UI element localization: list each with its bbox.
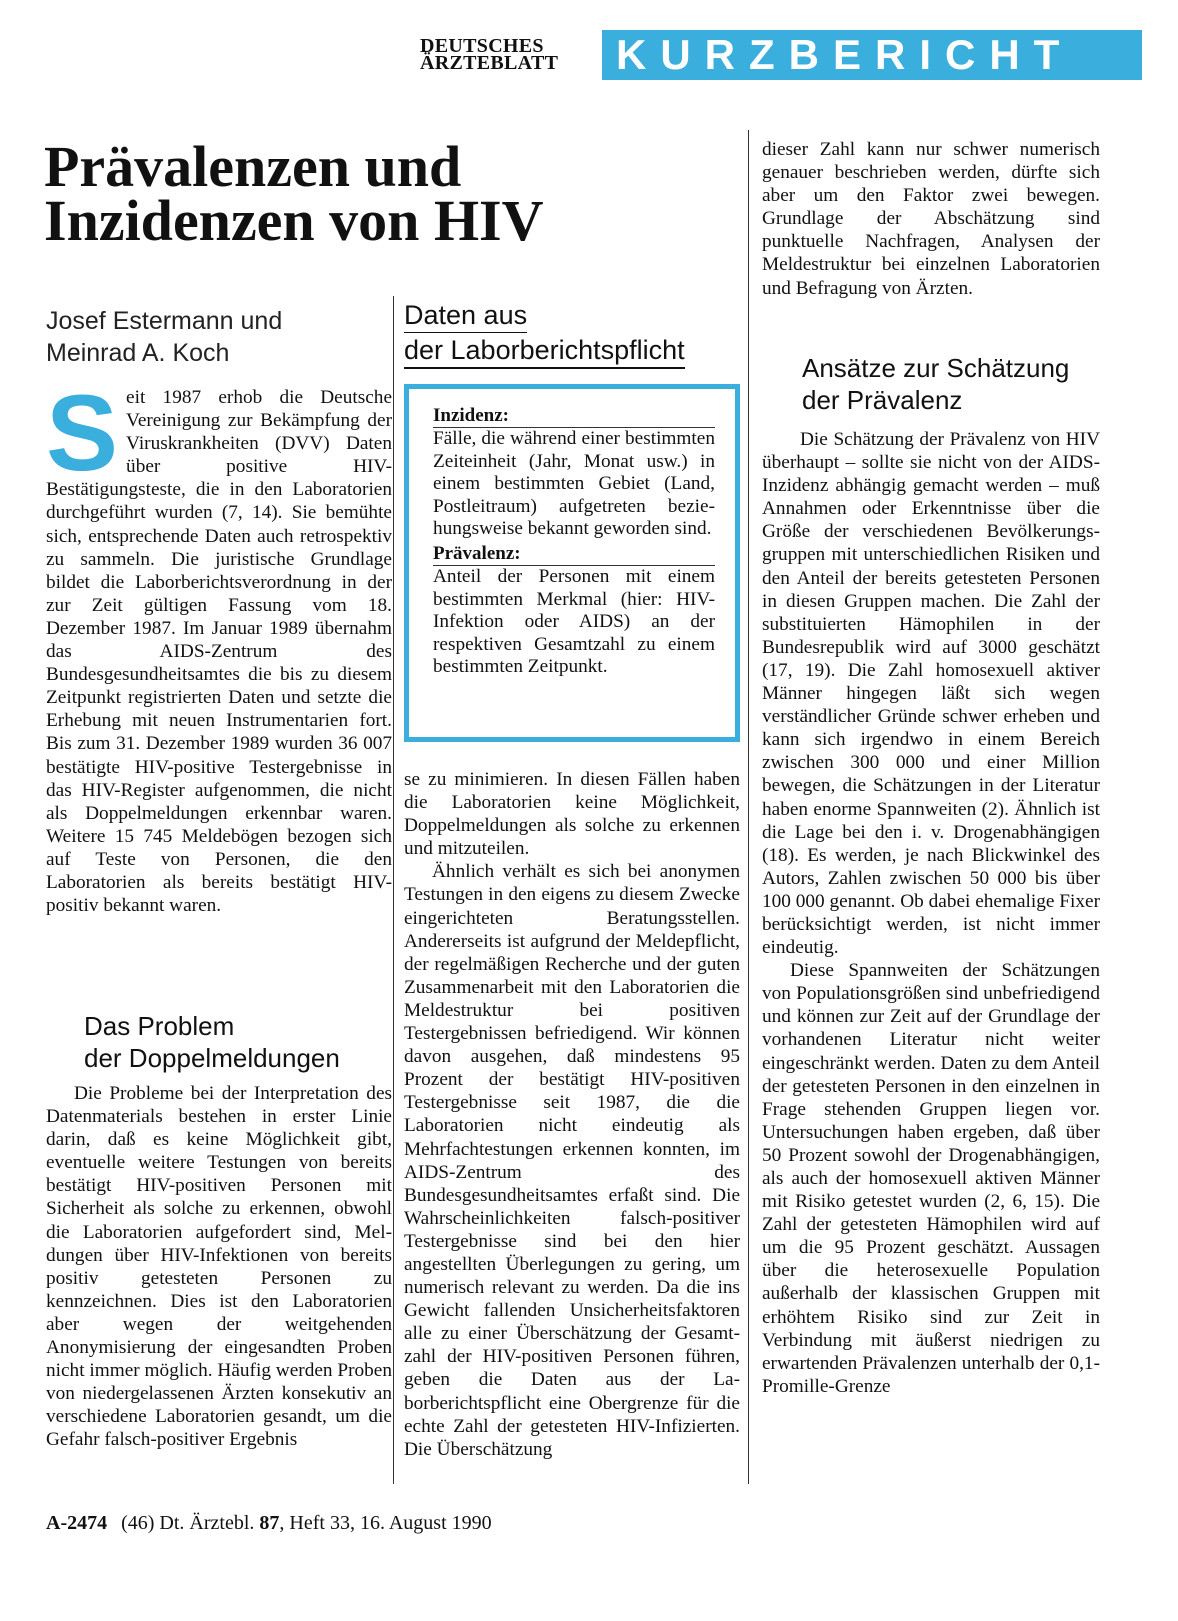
author-line1: Josef Estermann und: [46, 307, 283, 335]
column-divider-2: [748, 130, 749, 1484]
article-title: [44, 134, 684, 253]
body-paragraph: Ähnlich verhält es sich bei anonymen Testungen in den eigens zu diesem Zwecke eingerichteten Beratungsstellen. Andererseits ist aufgrund der Meldepflicht, der regelmäßigen Recherche und der guten Zusammenarbeit mit den Laboratorien die Meldestruktur bei positiven Testergebnissen befriedigend. Wir können davon ausgehen, daß mindestens 95 Prozent der bestätigt HIV-positiven Testergebnisse seit 1987, die die Laboratorien nicht eindeutig als Mehrfachtestungen erkennen konnten, im AIDS-Zentrum des Bundesgesundheitsamtes erfaßt sind. Die Wahrscheinlichkeiten falsch-positiver Testergebnisse sind bei den hier angestellten Überlegungen zu gering, um numerisch relevant zu werden. Da die ins Gewicht fallenden Unsicherheitsfaktoren alle zu einer Überschätzung der Gesamtzahl der HIV-positiven Personen führen, geben die Daten aus der Laborberichtspflicht eine Obergrenze für die echte Zahl der getesteten HIV-Infizierten. Die Überschätzung: [404, 861, 740, 1460]
heading-line2: der Laborberichtspflicht: [404, 333, 685, 369]
definition-term-praevalenz: Prävalenz:: [433, 543, 715, 566]
citation-suffix: , Heft 33, 16. August 1990: [279, 1512, 492, 1534]
author-line2: Meinrad A. Koch: [46, 339, 230, 367]
authors: [46, 305, 366, 369]
heading-line2: der Doppelmeldungen: [84, 1043, 340, 1073]
body-paragraph: Die Schätzung der Prävalenz von HIV überhaupt – sollte sie nicht von der AIDS-Inzidenz abhängig gemacht werden – muß Annahmen oder Erkenntnisse über die Größe der verschiedenen Bevölkerungsgruppen mit unterschiedlichen Risiken und den Anteil der bereits getesteten Personen in diesen Gruppen machen. Die Zahl der substituierten Hämophilen in der Bundesrepublik wird auf 3000 geschätzt (17, 19). Die Zahl homosexuell aktiver Männer hingegen läßt sich wegen verständlicher Gründe schwer erheben und kann sich irgendwo in einem Bereich zwischen 300 000 und einer Million bewegen, die Schätzungen in der Literatur haben enorme Spannweiten (2). Ähnlich ist die Lage bei den i. v. Drogenabhängigen (18). Es werden, je nach Blickwinkel des Autors, Zahlen zwischen 50 000 bis über 100 000 genannt. Ob dabei ehemalige Fixer berücksichtigt werden, ist nicht immer eindeutig.: [762, 429, 1100, 959]
body-paragraph: dieser Zahl kann nur schwer numerisch genauer beschrieben werden, dürfte sich aber um den Faktor zwei bewegen. Grundlage der Abschätzung sind punktuelle Nachfragen, Analysen der Meldestruktur bei einzelnen Laboratorien und Befragung von Ärzten.: [762, 139, 1100, 299]
definition-box: [404, 384, 740, 742]
section-heading-laborberichtspflicht: [404, 298, 744, 369]
title-line1: Prävalenzen und: [44, 134, 462, 199]
body-paragraph: se zu minimieren. In diesen Fällen haben die Laboratorien keine Möglichkeit, Doppelmeldungen als solche zu erkennen und mitzuteilen.: [404, 769, 740, 860]
title-line2: Inzidenzen von HIV: [44, 188, 544, 253]
definition-text-praevalenz: Anteil der Personen mit einem bestimmten Merkmal (hier: HIV-Infektion oder AIDS) an der respektiven Gesamtzahl zu einem bestimmten Zeitpunkt.: [433, 565, 715, 678]
heading-line1: Das Problem: [84, 1011, 235, 1041]
column-divider-1: [393, 296, 394, 1484]
citation-volume: 87: [259, 1512, 280, 1534]
heading-line2: der Prävalenz: [802, 385, 963, 415]
intro-paragraph: eit 1987 erhob die Deutsche Vereinigung zur Bekämpfung der Viruskrankheiten (DVV) Daten über positive HIV-Bestätigungsteste, die in den Laboratorien durchgeführt wurden (7, 14). Sie bemühte sich, entsprechende Daten auch retrospektiv zu sammeln. Die juristische Grundlage bildet die Laborberichtsverordnung in der zur Zeit gültigen Fassung vom 18. Dezember 1987. Im Januar 1989 übernahm das AIDS-Zentrum des Bundesgesundheitsamtes die bis zu diesem Zeitpunkt registrierten Daten und setzte die Erhebung mit neuen Instrumentarien fort. Bis zum 31. Dezember 1989 wurden 36 007 bestätigte HIV-positive Testergebnisse in das HIV-Register aufgenommen, die nicht als Doppelmeldungen erkennbar waren. Weitere 15 745 Meldebögen bezogen sich auf Teste von Personen, die den Laboratorien als bereits bestätigt HIV-positiv bekannt waren.: [46, 387, 392, 917]
column-3-top: [762, 138, 1100, 300]
citation-prefix: (46) Dt. Ärztebl.: [121, 1512, 260, 1534]
section-banner: KURZBERICHT: [602, 30, 1142, 80]
column-1-intro: [46, 372, 392, 917]
heading-line1: Ansätze zur Schätzung: [802, 353, 1070, 383]
page-number: A-2474: [46, 1512, 108, 1534]
column-2-body: [404, 768, 740, 1461]
body-paragraph: Die Probleme bei der Interpretation des Datenmaterials bestehen in erster Linie darin, daß es keine Möglichkeit gibt, eventuelle weitere Testungen von bereits bestätigt HIV-positiven Personen mit Sicherheit als solche zu erkennen, obwohl die Laboratorien aufgefordert sind, Meldungen über HIV-Infektionen von bereits positiv getesteten Personen zu kennzeichnen. Dies ist den Laboratorien aber wegen der weitgehenden Anonymisierung der eingesandten Proben nicht immer möglich. Häufig werden Proben von niedergelassenen Ärzten konsekutiv an verschiedene Laboratorien gesandt, um die Gefahr falsch-positiver Ergebnis: [46, 1083, 392, 1451]
definition-term-inzidenz: Inzidenz:: [433, 405, 715, 428]
masthead-line2: ÄRZTEBLATT: [420, 52, 559, 74]
definition-text-inzidenz: Fälle, die während einer bestimmten Zeiteinheit (Jahr, Monat usw.) in einem bestimmten Gebiet (Land, Postleitraum) aufgetreten beziehungsweise bekannt geworden sind.: [433, 428, 715, 540]
section-heading-doppelmeldungen: [84, 1010, 404, 1074]
column-1-body: [46, 1082, 392, 1452]
masthead-logo: [420, 35, 590, 74]
drop-cap: S: [46, 372, 119, 493]
body-paragraph: Diese Spannweiten der Schätzungen von Populationsgrößen sind unbefriedigend und können zur Zeit auf der Grundlage der vorhandenen Literatur nicht weiter eingeschränkt werden. Daten zu dem Anteil der getesteten Personen in den einzelnen in Frage stehenden Gruppen liegen vor. Untersuchungen haben ergeben, daß über 50 Prozent sowohl der Drogenabhängigen, als auch der homosexuell aktiven Männer mit Risiko getestet wurden (2, 6, 15). Die Zahl der getesteten Hämophilen wird auf um die 95 Prozent geschätzt. Aussagen über die heterosexuelle Population außerhalb der klassischen Gruppen mit erhöhtem Risiko sind zur Zeit in Verbindung mit äußerst niedrigen zu erwartenden Prävalenzen unterhalb der 0,1-Promille-Grenze: [762, 960, 1100, 1397]
heading-line1: Daten aus: [404, 298, 527, 333]
column-3-body: [762, 428, 1100, 1398]
section-heading-praevalenz: [802, 352, 1102, 416]
masthead-line1: DEUTSCHES: [420, 35, 544, 57]
page-footer: [46, 1510, 746, 1536]
